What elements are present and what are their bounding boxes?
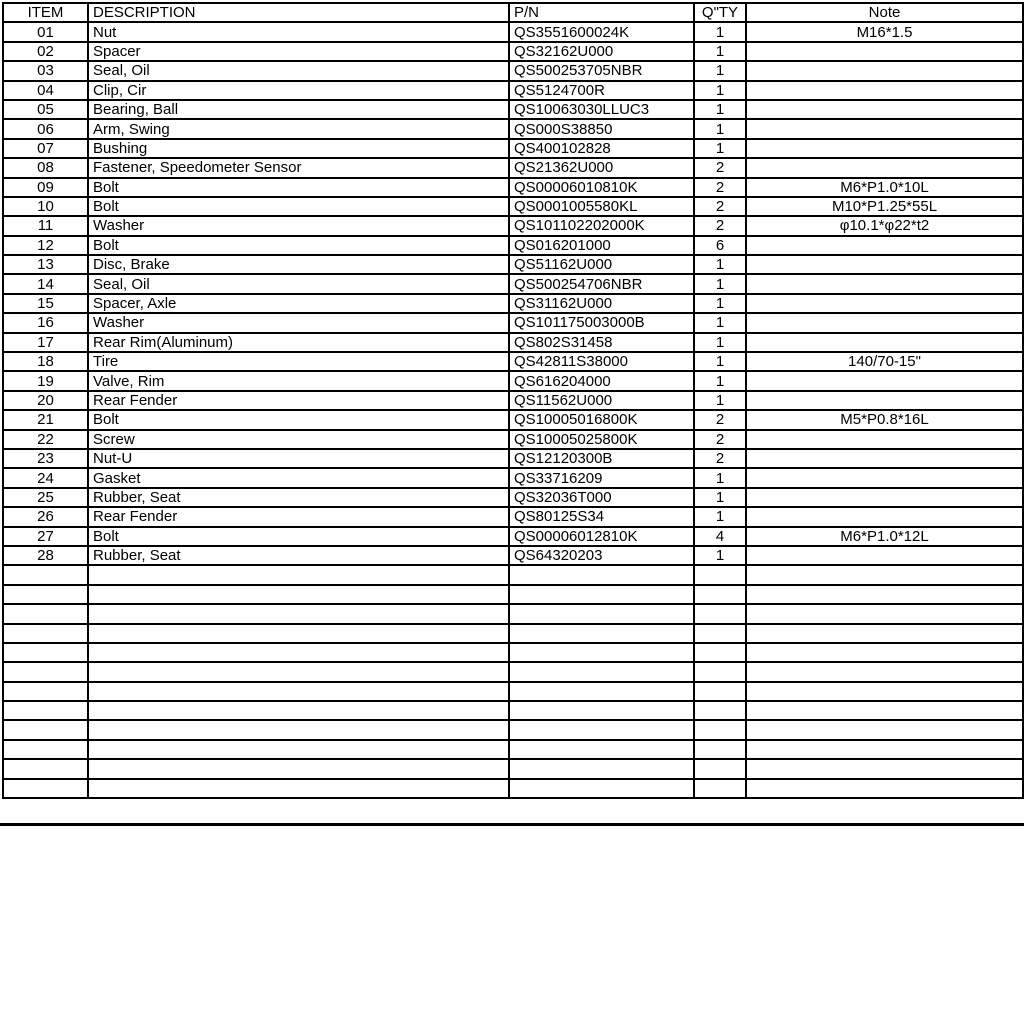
cell-pn: QS64320203 (509, 546, 694, 565)
cell-qty: 1 (694, 100, 746, 119)
empty-row (3, 624, 1023, 643)
cell-description: Disc, Brake (88, 255, 509, 274)
cell-pn: QS00006010810K (509, 178, 694, 197)
cell-item: 18 (3, 352, 88, 371)
cell-note: M6*P1.0*10L (746, 178, 1023, 197)
table-row (3, 81, 1023, 100)
cell-item: 07 (3, 139, 88, 158)
empty-cell-qty (694, 720, 746, 739)
cell-qty: 1 (694, 371, 746, 390)
cell-item: 06 (3, 119, 88, 138)
empty-cell-description (88, 643, 509, 662)
empty-cell-qty (694, 759, 746, 778)
empty-row (3, 779, 1023, 798)
empty-cell-description (88, 701, 509, 720)
cell-note: M10*P1.25*55L (746, 197, 1023, 216)
cell-qty: 1 (694, 81, 746, 100)
cell-description: Gasket (88, 468, 509, 487)
cell-qty: 1 (694, 468, 746, 487)
cell-item: 24 (3, 468, 88, 487)
empty-cell-qty (694, 624, 746, 643)
cell-pn: QS0001005580KL (509, 197, 694, 216)
cell-item: 05 (3, 100, 88, 119)
empty-cell-qty (694, 701, 746, 720)
empty-cell-description (88, 662, 509, 681)
cell-note (746, 507, 1023, 526)
table-row (3, 352, 1023, 371)
table-row (3, 100, 1023, 119)
cell-qty: 1 (694, 507, 746, 526)
cell-qty: 2 (694, 178, 746, 197)
cell-item: 28 (3, 546, 88, 565)
cell-note (746, 42, 1023, 61)
empty-cell-description (88, 759, 509, 778)
bottom-divider-line (0, 823, 1024, 826)
table-row (3, 255, 1023, 274)
cell-note (746, 313, 1023, 332)
empty-cell-pn (509, 779, 694, 798)
cell-pn: QS42811S38000 (509, 352, 694, 371)
empty-cell-qty (694, 779, 746, 798)
cell-qty: 1 (694, 61, 746, 80)
table-row (3, 313, 1023, 332)
empty-cell-description (88, 720, 509, 739)
empty-cell-pn (509, 682, 694, 701)
cell-description: Spacer, Axle (88, 294, 509, 313)
header-row (3, 3, 1023, 22)
empty-cell-qty (694, 662, 746, 681)
cell-qty: 4 (694, 527, 746, 546)
cell-item: 14 (3, 274, 88, 293)
table-row (3, 410, 1023, 429)
cell-qty: 2 (694, 449, 746, 468)
empty-cell-pn (509, 720, 694, 739)
cell-description: Seal, Oil (88, 274, 509, 293)
empty-cell-note (746, 624, 1023, 643)
column-header-note: Note (746, 3, 1023, 22)
empty-cell-note (746, 740, 1023, 759)
cell-item: 26 (3, 507, 88, 526)
cell-qty: 1 (694, 313, 746, 332)
cell-qty: 1 (694, 22, 746, 41)
cell-pn: QS10005016800K (509, 410, 694, 429)
cell-note (746, 488, 1023, 507)
empty-cell-item (3, 682, 88, 701)
cell-description: Spacer (88, 42, 509, 61)
cell-item: 15 (3, 294, 88, 313)
cell-qty: 2 (694, 410, 746, 429)
cell-qty: 2 (694, 216, 746, 235)
cell-note (746, 236, 1023, 255)
cell-description: Rear Fender (88, 507, 509, 526)
empty-row (3, 565, 1023, 584)
cell-item: 03 (3, 61, 88, 80)
empty-cell-qty (694, 585, 746, 604)
cell-note (746, 255, 1023, 274)
empty-cell-note (746, 779, 1023, 798)
cell-item: 27 (3, 527, 88, 546)
cell-pn: QS33716209 (509, 468, 694, 487)
table-row (3, 178, 1023, 197)
empty-cell-pn (509, 759, 694, 778)
cell-description: Rubber, Seat (88, 488, 509, 507)
cell-item: 21 (3, 410, 88, 429)
cell-pn: QS500253705NBR (509, 61, 694, 80)
cell-qty: 1 (694, 546, 746, 565)
empty-cell-qty (694, 740, 746, 759)
table-row (3, 333, 1023, 352)
cell-description: Rubber, Seat (88, 546, 509, 565)
cell-pn: QS802S31458 (509, 333, 694, 352)
table-row (3, 527, 1023, 546)
cell-item: 19 (3, 371, 88, 390)
empty-cell-item (3, 759, 88, 778)
cell-description: Bolt (88, 236, 509, 255)
cell-qty: 1 (694, 333, 746, 352)
cell-pn: QS11562U000 (509, 391, 694, 410)
cell-item: 22 (3, 430, 88, 449)
table-row (3, 139, 1023, 158)
empty-cell-pn (509, 643, 694, 662)
cell-qty: 1 (694, 391, 746, 410)
cell-pn: QS10005025800K (509, 430, 694, 449)
cell-description: Clip, Cir (88, 81, 509, 100)
table-row (3, 274, 1023, 293)
cell-pn: QS12120300B (509, 449, 694, 468)
empty-cell-qty (694, 565, 746, 584)
cell-item: 13 (3, 255, 88, 274)
empty-cell-item (3, 604, 88, 623)
empty-cell-item (3, 720, 88, 739)
cell-pn: QS5124700R (509, 81, 694, 100)
cell-description: Seal, Oil (88, 61, 509, 80)
empty-cell-item (3, 565, 88, 584)
cell-pn: QS21362U000 (509, 158, 694, 177)
cell-item: 11 (3, 216, 88, 235)
table-row (3, 488, 1023, 507)
table-row (3, 507, 1023, 526)
empty-cell-item (3, 740, 88, 759)
empty-cell-item (3, 662, 88, 681)
cell-note (746, 430, 1023, 449)
empty-row (3, 720, 1023, 739)
cell-description: Rear Rim(Aluminum) (88, 333, 509, 352)
cell-description: Bearing, Ball (88, 100, 509, 119)
cell-pn: QS10063030LLUC3 (509, 100, 694, 119)
cell-pn: QS32036T000 (509, 488, 694, 507)
cell-note (746, 371, 1023, 390)
empty-cell-pn (509, 565, 694, 584)
cell-pn: QS000S38850 (509, 119, 694, 138)
empty-cell-item (3, 585, 88, 604)
cell-pn: QS32162U000 (509, 42, 694, 61)
empty-cell-description (88, 740, 509, 759)
cell-note (746, 546, 1023, 565)
table-row (3, 468, 1023, 487)
table-row (3, 22, 1023, 41)
empty-cell-item (3, 624, 88, 643)
table-row (3, 197, 1023, 216)
empty-cell-description (88, 585, 509, 604)
table-row (3, 391, 1023, 410)
table-row (3, 371, 1023, 390)
cell-item: 04 (3, 81, 88, 100)
cell-pn: QS016201000 (509, 236, 694, 255)
table-row (3, 158, 1023, 177)
cell-item: 01 (3, 22, 88, 41)
empty-cell-item (3, 701, 88, 720)
cell-note: M6*P1.0*12L (746, 527, 1023, 546)
cell-note (746, 468, 1023, 487)
cell-qty: 1 (694, 255, 746, 274)
empty-cell-qty (694, 643, 746, 662)
cell-note (746, 100, 1023, 119)
cell-note: M5*P0.8*16L (746, 410, 1023, 429)
cell-qty: 1 (694, 139, 746, 158)
cell-item: 08 (3, 158, 88, 177)
cell-description: Washer (88, 216, 509, 235)
cell-description: Fastener, Speedometer Sensor (88, 158, 509, 177)
cell-description: Bolt (88, 178, 509, 197)
cell-note (746, 61, 1023, 80)
cell-qty: 1 (694, 294, 746, 313)
cell-pn: QS00006012810K (509, 527, 694, 546)
column-header-pn: P/N (509, 3, 694, 22)
empty-cell-description (88, 682, 509, 701)
empty-cell-note (746, 759, 1023, 778)
empty-cell-note (746, 565, 1023, 584)
table-row (3, 430, 1023, 449)
cell-note (746, 81, 1023, 100)
empty-cell-item (3, 779, 88, 798)
table-row (3, 546, 1023, 565)
cell-qty: 1 (694, 119, 746, 138)
empty-cell-pn (509, 701, 694, 720)
cell-description: Valve, Rim (88, 371, 509, 390)
cell-note (746, 274, 1023, 293)
table-row (3, 216, 1023, 235)
cell-item: 16 (3, 313, 88, 332)
table-row (3, 61, 1023, 80)
parts-table (2, 2, 1024, 799)
empty-cell-pn (509, 604, 694, 623)
table-row (3, 236, 1023, 255)
cell-description: Washer (88, 313, 509, 332)
cell-item: 12 (3, 236, 88, 255)
cell-pn: QS616204000 (509, 371, 694, 390)
cell-item: 09 (3, 178, 88, 197)
cell-description: Bolt (88, 527, 509, 546)
cell-note (746, 119, 1023, 138)
cell-description: Bolt (88, 410, 509, 429)
cell-qty: 1 (694, 352, 746, 371)
empty-cell-pn (509, 585, 694, 604)
cell-description: Nut (88, 22, 509, 41)
table-row (3, 42, 1023, 61)
empty-row (3, 604, 1023, 623)
cell-qty: 2 (694, 158, 746, 177)
empty-row (3, 662, 1023, 681)
cell-qty: 6 (694, 236, 746, 255)
cell-note (746, 158, 1023, 177)
cell-qty: 2 (694, 430, 746, 449)
cell-pn: QS51162U000 (509, 255, 694, 274)
cell-qty: 1 (694, 274, 746, 293)
cell-note (746, 294, 1023, 313)
table-row (3, 119, 1023, 138)
cell-description: Nut-U (88, 449, 509, 468)
empty-cell-qty (694, 604, 746, 623)
cell-description: Screw (88, 430, 509, 449)
column-header-qty: Q"TY (694, 3, 746, 22)
cell-description: Bushing (88, 139, 509, 158)
column-header-description: DESCRIPTION (88, 3, 509, 22)
cell-item: 17 (3, 333, 88, 352)
empty-cell-note (746, 585, 1023, 604)
empty-cell-description (88, 565, 509, 584)
cell-item: 02 (3, 42, 88, 61)
empty-cell-pn (509, 624, 694, 643)
empty-row (3, 759, 1023, 778)
empty-cell-note (746, 662, 1023, 681)
empty-cell-item (3, 643, 88, 662)
cell-qty: 1 (694, 42, 746, 61)
column-header-item: ITEM (3, 3, 88, 22)
cell-note (746, 449, 1023, 468)
empty-cell-description (88, 604, 509, 623)
cell-pn: QS80125S34 (509, 507, 694, 526)
cell-description: Arm, Swing (88, 119, 509, 138)
empty-row (3, 701, 1023, 720)
table-row (3, 449, 1023, 468)
empty-cell-pn (509, 662, 694, 681)
cell-qty: 2 (694, 197, 746, 216)
cell-note: φ10.1*φ22*t2 (746, 216, 1023, 235)
cell-pn: QS101175003000B (509, 313, 694, 332)
cell-qty: 1 (694, 488, 746, 507)
cell-item: 23 (3, 449, 88, 468)
cell-pn: QS400102828 (509, 139, 694, 158)
cell-note: M16*1.5 (746, 22, 1023, 41)
cell-description: Tire (88, 352, 509, 371)
empty-row (3, 585, 1023, 604)
cell-pn: QS3551600024K (509, 22, 694, 41)
empty-cell-description (88, 624, 509, 643)
table-row (3, 294, 1023, 313)
empty-row (3, 682, 1023, 701)
cell-item: 25 (3, 488, 88, 507)
cell-description: Rear Fender (88, 391, 509, 410)
cell-pn: QS500254706NBR (509, 274, 694, 293)
empty-row (3, 740, 1023, 759)
empty-cell-note (746, 720, 1023, 739)
empty-cell-pn (509, 740, 694, 759)
empty-cell-note (746, 701, 1023, 720)
empty-cell-qty (694, 682, 746, 701)
empty-row (3, 643, 1023, 662)
cell-note (746, 333, 1023, 352)
cell-item: 10 (3, 197, 88, 216)
empty-cell-description (88, 779, 509, 798)
empty-cell-note (746, 604, 1023, 623)
empty-cell-note (746, 682, 1023, 701)
cell-note (746, 391, 1023, 410)
cell-pn: QS101102202000K (509, 216, 694, 235)
cell-description: Bolt (88, 197, 509, 216)
cell-item: 20 (3, 391, 88, 410)
cell-note (746, 139, 1023, 158)
cell-note: 140/70-15" (746, 352, 1023, 371)
cell-pn: QS31162U000 (509, 294, 694, 313)
empty-cell-note (746, 643, 1023, 662)
